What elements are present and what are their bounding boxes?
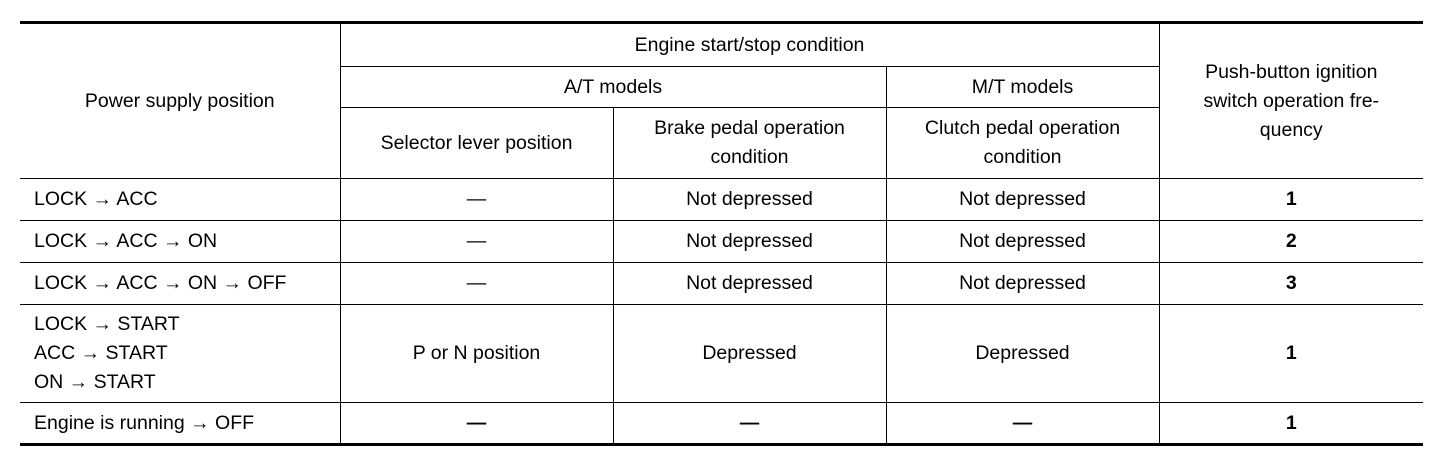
position-line: LOCK → ACC → ON <box>34 230 218 252</box>
cell-clutch-pedal: — <box>886 403 1159 445</box>
position-line: Engine is running → OFF <box>34 411 255 434</box>
header-brake-pedal-condition <box>613 108 886 179</box>
cell-power-position <box>20 221 340 263</box>
cell-brake-pedal: Not depressed <box>613 179 886 221</box>
cell-brake-pedal: Not depressed <box>613 221 886 263</box>
header-engine-start-stop-condition: Engine start/stop condition <box>340 23 1159 67</box>
header-frequency-text: Push-button ignition switch operation fre-quency <box>1203 60 1380 141</box>
cell-power-position <box>20 179 340 221</box>
position-line: ACC → START <box>34 342 168 364</box>
cell-selector-lever: — <box>340 263 613 305</box>
position-line: LOCK → ACC <box>34 188 158 210</box>
header-selector-lever-position: Selector lever position <box>340 108 613 179</box>
table-row <box>20 403 1423 445</box>
table-row <box>20 221 1423 263</box>
header-at-models: A/T models <box>340 67 886 108</box>
cell-selector-lever: — <box>340 179 613 221</box>
cell-clutch-pedal: Depressed <box>886 305 1159 403</box>
cell-frequency: 2 <box>1159 221 1423 263</box>
cell-brake-pedal: — <box>613 403 886 445</box>
position-line: ON → START <box>34 371 156 393</box>
cell-selector-lever: P or N position <box>340 305 613 403</box>
cell-frequency: 3 <box>1159 263 1423 305</box>
header-power-supply-position: Power supply position <box>20 23 340 179</box>
cell-frequency: 1 <box>1159 179 1423 221</box>
cell-frequency: 1 <box>1159 305 1423 403</box>
cell-brake-pedal: Depressed <box>613 305 886 403</box>
position-line: LOCK → ACC → ON → OFF <box>34 272 287 294</box>
table-row <box>20 305 1423 403</box>
cell-frequency: 1 <box>1159 403 1423 445</box>
cell-clutch-pedal: Not depressed <box>886 263 1159 305</box>
table-row <box>20 263 1423 305</box>
cell-clutch-pedal: Not depressed <box>886 221 1159 263</box>
cell-power-position <box>20 263 340 305</box>
header-clutch-pedal-condition <box>886 108 1159 179</box>
header-mt-models: M/T models <box>886 67 1159 108</box>
cell-selector-lever: — <box>340 221 613 263</box>
cell-power-position <box>20 305 340 403</box>
header-clutch-text: Clutch pedal operation condition <box>924 117 1121 168</box>
header-brake-text: Brake pedal operation condition <box>654 117 845 168</box>
position-line: LOCK → START <box>34 313 180 335</box>
cell-selector-lever: — <box>340 403 613 445</box>
switch-operation-table <box>20 21 1423 446</box>
header-operation-frequency <box>1159 23 1423 179</box>
cell-clutch-pedal: Not depressed <box>886 179 1159 221</box>
table-row <box>20 179 1423 221</box>
cell-power-position <box>20 403 340 445</box>
cell-brake-pedal: Not depressed <box>613 263 886 305</box>
